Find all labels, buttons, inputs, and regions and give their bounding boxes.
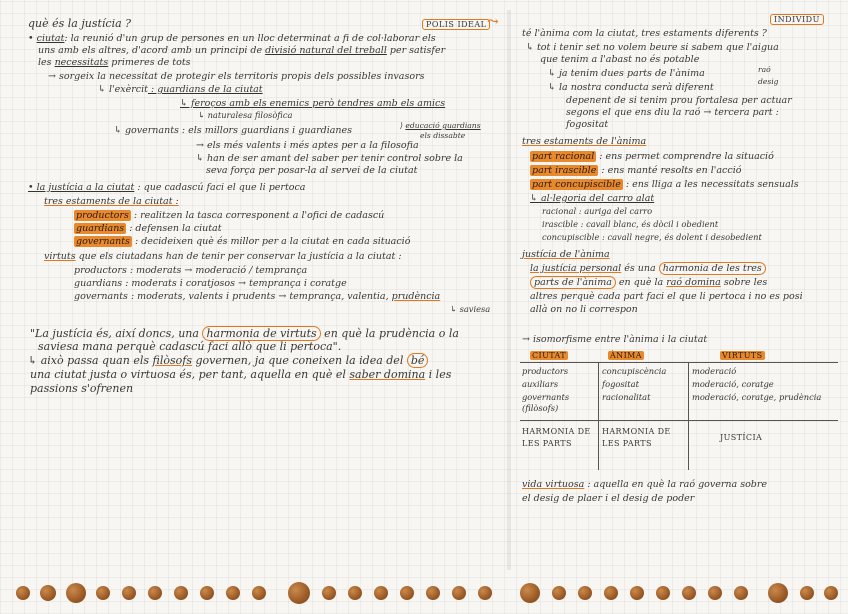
vida-virtuosa-line-2: el desig de plaer i el desig de poder [522,493,695,504]
binding-dots [0,578,848,608]
r-line-3: que tenim a l'abast no és potable [540,54,700,65]
table-cell: governants (filòsofs) [522,392,570,413]
line-8: ↳ governants : els millors guardians i guardianes [114,125,353,136]
carro-racional: racional : auriga del carro [542,206,653,216]
note-educacio: ⟩ educació guardians [400,121,481,130]
r-just-2: parts de l'ànima en què la raó domina sobre les [530,277,767,288]
table-cell: productors [522,366,569,376]
quote-line-1: "La justícia és, així doncs, una harmonia de virtuts en què la prudència o la [30,327,459,340]
table-header-ciutat: CIUTAT [532,351,566,360]
table-rule-bottom [520,420,838,421]
carro-irascible: irascible : cavall blanc, és dòcil i obedient [542,219,719,229]
part-concupiscible-row: part concupiscible : ens lliga a les necessitats sensuals [532,179,799,190]
part-racional-row: part racional : ens permet comprendre la situació [532,151,774,162]
harmonia-ciutat: HARMONIA DE LES PARTS [522,427,591,448]
left-title: què és la justícia ? [28,17,132,30]
table-header-virtuts: VIRTUTS [722,351,763,360]
line-2: uns amb els altres, d'acord amb un principi de divisió natural del treball per satisfer [38,45,446,56]
virtut-guardians: guardians : moderats i coratjosos → temprança i coratge [74,278,347,289]
r-line-7: segons el que ens diu la raó → tercera part : [566,107,779,118]
row-governants: governants : decideixen què és millor per a la ciutat en cada situació [76,236,411,247]
table-rule-top [520,362,838,363]
quote-line-3: ↳ això passa quan els filòsofs governen, ja que coneixen la idea del bé [28,355,428,366]
line-4: → sorgeix la necessitat de protegir els territoris propis dels possibles invasors [48,71,425,82]
r-line-1: té l'ànima com la ciutat, tres estaments diferents ? [522,28,767,39]
justicia-cell: JUSTÍCIA [720,433,763,442]
r-line-2: ↳ tot i tenir set no volem beure si sabem que l'aigua [526,42,779,53]
quote-line-4: una ciutat justa o virtuosa és, per tant, aquella en què el saber domina i les [30,368,452,381]
quote-line-5: passions s'ofrenen [30,382,134,395]
r-note-rao: raó [758,65,771,74]
row-productors: productors : realitzen la tasca corresponent a l'ofici de cadascú [76,210,385,221]
table-cell: auxiliars [522,379,559,389]
line-10: ↳ han de ser amant del saber per tenir control sobre la [196,153,463,164]
line-7: ↳ naturalesa filosòfica [198,110,293,120]
r-line-8: fogositat [566,119,609,130]
isomorfisme-line: → isomorfisme entre l'ànima i la ciutat [522,334,708,345]
justicia-anima-title: justícia de l'ànima [522,249,610,260]
r-line-6: depenent de si tenim prou fortalesa per actuar [566,95,792,106]
table-cell: concupiscència [602,366,667,376]
r-just-4: allà on no li correspon [530,304,638,315]
virtut-governants: governants : moderats, valents i prudents → temprança, valentia, prudència [74,291,441,302]
virtut-saviesa: ↳ saviesa [450,304,491,314]
line-11: seva força per posar-la al servei de la ciutat [206,165,418,176]
virtut-productors: productors : moderats → moderació / temprança [74,265,308,276]
tres-estaments-ciutat: tres estaments de la ciutat : [44,196,179,207]
carro-concupiscible: concupiscible : cavall negre, és dolent i desobedient [542,232,762,242]
line-virtuts: virtuts que els ciutadans han de tenir per conservar la justícia a la ciutat : [44,251,402,262]
table-col-divider-1 [598,362,599,470]
harmonia-anima: HARMONIA DE LES PARTS [602,427,671,448]
table-header-anima: ÀNIMA [610,351,642,360]
line-9: → els més valents i més aptes per a la filosofia [196,140,419,151]
line-exercit: ↳ l'exèrcit : guardians de la ciutat [98,84,263,95]
r-just-3: altres perquè cada part faci el que li pertoca i no es posi [530,291,803,302]
notebook-spine [507,10,511,570]
individu-tag: INDIVIDU [770,14,824,25]
polis-ideal-tag: POLIS IDEAL [422,19,490,30]
quote-line-2: saviesa mana perquè cadascú faci allò que li pertoca". [38,340,342,353]
vida-virtuosa-line: vida virtuosa : aquella en què la raó governa sobre [522,479,768,490]
line-justicia-ciutat: • la justícia a la ciutat : que cadascú faci el que li pertoca [28,182,306,193]
tres-estaments-anima: tres estaments de l'ànima [522,136,647,147]
note-dissabte: els dissabte [420,131,466,140]
r-note-desig: desig [758,77,779,86]
alegoria-carro: ↳ al·legoria del carro alat [530,193,655,204]
part-irascible-row: part irascible : ens manté resolts en l'acció [532,165,742,176]
table-cell: moderació, coratge, prudència [692,392,822,402]
row-guardians: guardians : defensen la ciutat [76,223,222,234]
table-cell: moderació [692,366,737,376]
connector-arrow: ⤳ [487,14,499,30]
line-ciutat: • ciutat: la reunió d'un grup de persones en un lloc determinat a fi de col·laborar els [28,33,436,44]
r-line-5: ↳ la nostra conducta serà diferent [548,82,714,93]
r-just-1: la justícia personal és una harmonia de les tres [530,263,766,274]
line-3: les necessitats primeres de tots [38,57,191,68]
r-line-4: ↳ ja tenim dues parts de l'ànima [548,68,705,79]
table-col-divider-2 [688,362,689,470]
table-cell: fogositat [602,379,639,389]
line-6: ↳ feroços amb els enemics però tendres amb els amics [180,98,446,109]
table-cell: moderació, coratge [692,379,774,389]
table-cell: racionalitat [602,392,651,402]
